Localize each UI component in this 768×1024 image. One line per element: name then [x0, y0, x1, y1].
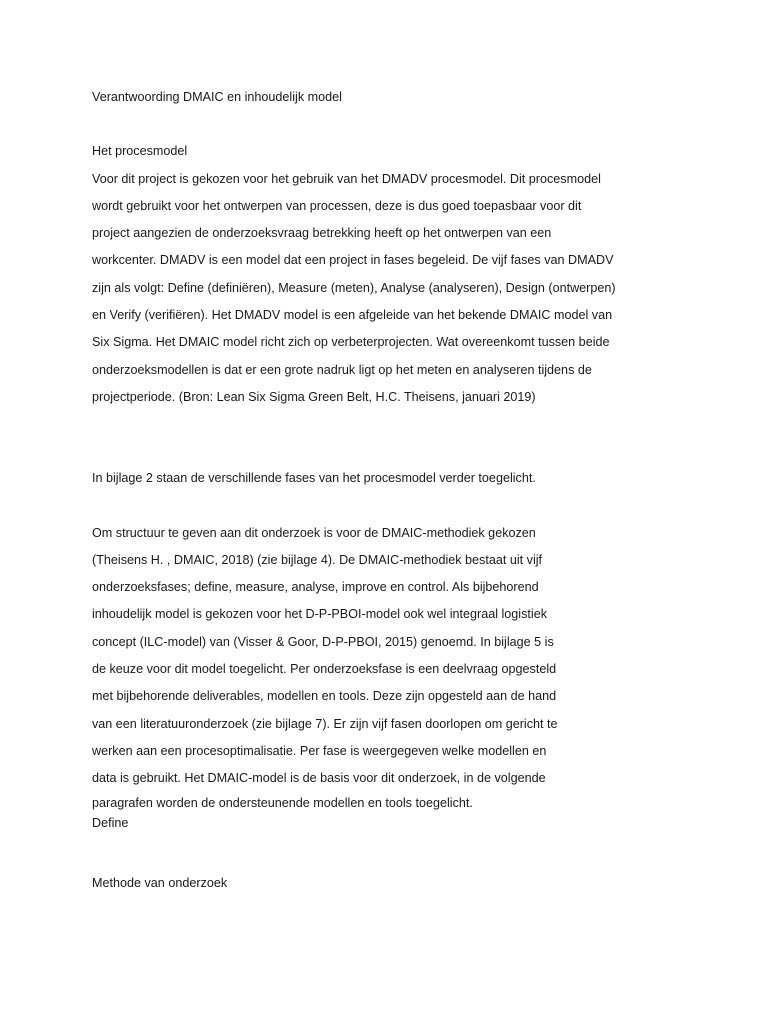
document-body — [92, 84, 652, 897]
paragraph-line: inhoudelijk model is gekozen voor het D-P-PBOI-model ook wel integraal logistiek — [92, 607, 547, 622]
paragraph-line: de keuze voor dit model toegelicht. Per onderzoeksfase is een deelvraag opgesteld — [92, 662, 557, 677]
paragraph-line: concept (ILC-model) van (Visser & Goor, D-P-PBOI, 2015) genoemd. In bijlage 5 is — [92, 634, 554, 649]
paragraph-dmaic — [92, 520, 652, 813]
document-title: Verantwoording DMAIC en inhoudelijk model — [92, 90, 342, 104]
paragraph-line: met bijbehorende deliverables, modellen en tools. Deze zijn opgesteld aan de hand — [92, 689, 557, 704]
spacer — [92, 493, 652, 520]
paragraph-line: en Verify (verifiëren). Het DMADV model is een afgeleide van het bekende DMAIC model van — [92, 308, 613, 323]
paragraph-bijlage: In bijlage 2 staan de verschillende fases van het procesmodel verder toegelicht. — [92, 471, 536, 486]
section-heading: Het procesmodel — [92, 144, 188, 159]
paragraph-line: onderzoeksfases; define, measure, analyse, improve en control. Als bijbehorend — [92, 580, 539, 595]
spacer — [92, 111, 652, 138]
paragraph-line: Six Sigma. Het DMAIC model richt zich op verbeterprojecten. Wat overeenkomt tussen beide — [92, 335, 610, 350]
spacer — [92, 411, 652, 465]
paragraph-line: (Theisens H. , DMAIC, 2018) (zie bijlage 4). De DMAIC-methodiek bestaat uit vijf — [92, 552, 543, 567]
spacer — [92, 833, 652, 870]
paragraph-line: zijn als volgt: Define (definiëren), Measure (meten), Analyse (analyseren), Design (ontwerpen) — [92, 280, 616, 295]
paragraph-line: projectperiode. (Bron: Lean Six Sigma Green Belt, H.C. Theisens, januari 2019) — [92, 389, 536, 404]
paragraph-line: paragrafen worden de ondersteunende modellen en tools toegelicht. — [92, 795, 473, 810]
subheading-methode: Methode van onderzoek — [92, 875, 228, 890]
subheading-define: Define — [92, 815, 129, 830]
paragraph-line: Om structuur te geven aan dit onderzoek is voor de DMAIC-methodiek gekozen — [92, 525, 536, 540]
paragraph-procesmodel — [92, 166, 652, 412]
paragraph-line: data is gebruikt. Het DMAIC-model is de basis voor dit onderzoek, in de volgende — [92, 771, 546, 786]
paragraph-line: wordt gebruikt voor het ontwerpen van processen, deze is dus goed toepasbaar voor dit — [92, 198, 582, 213]
paragraph-line: werken aan een procesoptimalisatie. Per fase is weergegeven welke modellen en — [92, 743, 547, 758]
paragraph-line: workcenter. DMADV is een model dat een project in fases begeleid. De vijf fases van DMADV — [92, 253, 614, 268]
paragraph-line: Voor dit project is gekozen voor het gebruik van het DMADV procesmodel. Dit procesmodel — [92, 171, 601, 186]
paragraph-line: van een literatuuronderzoek (zie bijlage 7). Er zijn vijf fasen doorlopen om gericht te — [92, 716, 558, 731]
paragraph-line: onderzoeksmodellen is dat er een grote nadruk ligt op het meten en analyseren tijdens de — [92, 362, 592, 377]
paragraph-line: project aangezien de onderzoeksvraag betrekking heeft op het ontwerpen van een — [92, 226, 552, 241]
